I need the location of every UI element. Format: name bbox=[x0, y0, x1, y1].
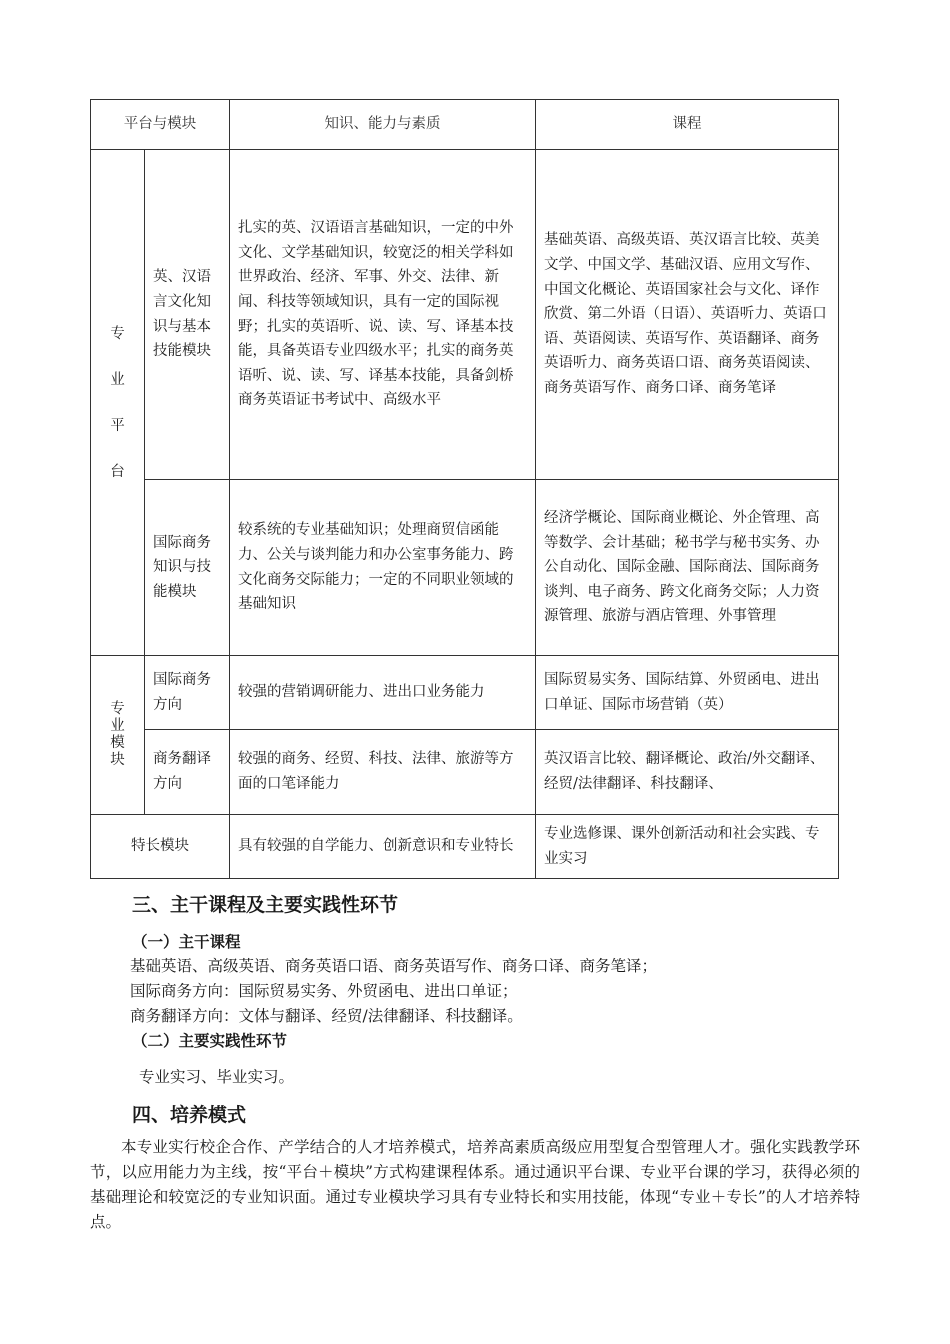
curriculum-table bbox=[90, 99, 839, 879]
header-knowledge: 知识、能力与素质 bbox=[230, 100, 536, 150]
module-cell: 英、汉语言文化知识与基本技能模块 bbox=[145, 150, 230, 480]
knowledge-cell: 扎实的英、汉语语言基础知识，一定的中外文化、文学基础知识，较宽泛的相关学科如世界政治、经济、军事、外交、法律、新闻、科技等领域知识，具有一定的国际视野；扎实的英语听、说、读、写、译基本技能，具备英语专业四级水平；扎实的商务英语听、说、读、写、译基本技能，具备剑桥商务英语证书考试中、高级水平 bbox=[230, 150, 536, 480]
courses-cell: 经济学概论、国际商业概论、外企管理、高等数学、会计基础；秘书学与秘书实务、办公自动化、国际金融、国际商法、国际商务谈判、电子商务、跨文化商务交际；人力资源管理、旅游与酒店管理、外事管理 bbox=[536, 480, 839, 656]
courses-cell: 基础英语、高级英语、英汉语言比较、英美文学、中国文学、基础汉语、应用文写作、中国文化概论、英语国家社会与文化、译作欣赏、第二外语（日语）、英语听力、英语口语、英语阅读、英语写作、英语翻译、商务英语听力、商务英语口语、商务英语阅读、商务英语写作、商务口译、商务笔译 bbox=[536, 150, 839, 480]
practice-line: 专业实习、毕业实习。 bbox=[139, 1068, 295, 1086]
table-row bbox=[91, 656, 839, 730]
table-row bbox=[91, 815, 839, 879]
section-4-title: 四、培养模式 bbox=[132, 1104, 247, 1126]
table-row bbox=[91, 150, 839, 480]
main-courses-line: 基础英语、高级英语、商务英语口语、商务英语写作、商务口译、商务笔译； bbox=[130, 957, 658, 975]
main-courses-line: 国际商务方向：国际贸易实务、外贸函电、进出口单证； bbox=[130, 982, 518, 1000]
major-module-label: 专 业 模 块 bbox=[91, 656, 145, 815]
section-3-title: 三、主干课程及主要实践性环节 bbox=[132, 894, 399, 916]
table-row bbox=[91, 480, 839, 656]
section-3-1-title: （一）主干课程 bbox=[132, 933, 241, 951]
courses-cell: 国际贸易实务、国际结算、外贸函电、进出口单证、国际市场营销（英） bbox=[536, 656, 839, 730]
main-courses-line: 商务翻译方向：文体与翻译、经贸/法律翻译、科技翻译。 bbox=[130, 1007, 523, 1025]
knowledge-cell: 较强的商务、经贸、科技、法律、旅游等方面的口笔译能力 bbox=[230, 730, 536, 815]
section-3-2-title: （二）主要实践性环节 bbox=[132, 1032, 288, 1050]
training-mode-paragraph: 本专业实行校企合作、产学结合的人才培养模式，培养高素质高级应用型复合型管理人才。强化实践教学环节，以应用能力为主线，按“平台＋模块”方式构建课程体系。通过通识平台课、专业平台课的学习，获得必须的基础理论和较宽泛的专业知识面。通过专业模块学习具有专业特长和实用技能，体现“专业＋专长”的人才培养特点。 bbox=[90, 1138, 860, 1231]
module-cell: 国际商务方向 bbox=[145, 656, 230, 730]
knowledge-cell: 较系统的专业基础知识；处理商贸信函能力、公关与谈判能力和办公室事务能力、跨文化商务交际能力；一定的不同职业领域的基础知识 bbox=[230, 480, 536, 656]
header-platform: 平台与模块 bbox=[91, 100, 230, 150]
knowledge-cell: 具有较强的自学能力、创新意识和专业特长 bbox=[230, 815, 536, 879]
table-row bbox=[91, 730, 839, 815]
knowledge-cell: 较强的营销调研能力、进出口业务能力 bbox=[230, 656, 536, 730]
courses-cell: 专业选修课、课外创新活动和社会实践、专业实习 bbox=[536, 815, 839, 879]
major-platform-label: 专 业 平 台 bbox=[91, 150, 145, 656]
module-cell: 国际商务知识与技能模块 bbox=[145, 480, 230, 656]
header-courses: 课程 bbox=[536, 100, 839, 150]
module-cell: 商务翻译方向 bbox=[145, 730, 230, 815]
courses-cell: 英汉语言比较、翻译概论、政治/外交翻译、经贸/法律翻译、科技翻译、 bbox=[536, 730, 839, 815]
table-header-row bbox=[91, 100, 839, 150]
special-module-label: 特长模块 bbox=[91, 815, 230, 879]
